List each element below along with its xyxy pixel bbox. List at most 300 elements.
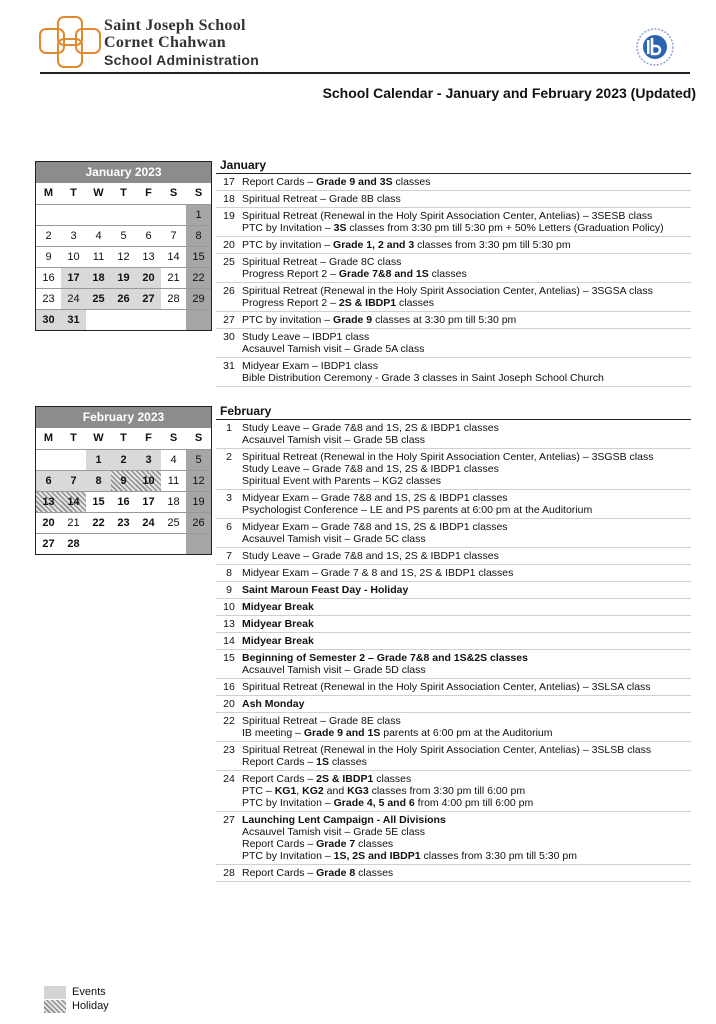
event-line [242,635,691,647]
calendar-day-cell: 11 [161,470,186,491]
event-text: Report Cards – [242,176,317,188]
event-row [216,254,691,283]
event-row [216,312,691,329]
event-text-bold: Grade 7 [316,838,356,850]
calendar-day-cell [161,533,186,554]
calendar-day-cell: 25 [161,512,186,533]
event-text: Progress Report 2 – [242,268,339,280]
event-day: 10 [223,601,235,613]
event-text-bold: Midyear Break [242,635,314,647]
calendar-day-cell [136,533,161,554]
event-text: Spiritual Retreat (Renewal in the Holy Spirit Association Center, Antelias) – 3SLSA class [242,681,651,693]
day-of-week-header: M [43,187,54,199]
event-row [216,633,691,650]
event-text: Progress Report 2 – [242,297,339,309]
event-text: IB meeting – [242,727,304,739]
event-day: 27 [223,314,235,326]
event-text: Spiritual Retreat – Grade 8E class [242,715,401,727]
event-day: 17 [223,176,235,188]
calendar-day-cell: 26 [111,288,136,309]
event-line [242,698,691,710]
event-text-bold: 2S & IBDP1 [316,773,374,785]
event-text: classes from 3:30 pm till 6:00 pm [368,785,526,797]
event-text: Study Leave – IBDP1 class [242,331,370,343]
event-description [242,193,691,205]
calendar-day-cell: 28 [161,288,186,309]
event-row [216,865,691,882]
calendar-day-cell: 9 [111,470,136,491]
calendar-day-cell: 16 [111,491,136,512]
legend-events [44,985,109,999]
school-administration: School Administration [104,52,260,68]
event-description [242,867,691,879]
event-line [242,785,691,797]
event-row [216,742,691,771]
event-line [242,756,691,768]
event-description [242,451,691,487]
event-line [242,652,691,664]
calendar-day-cell: 15 [186,246,211,267]
school-name-line2: Cornet Chahwan [104,34,226,51]
day-of-week-header: S [169,187,178,199]
event-row [216,650,691,679]
event-line [242,343,691,355]
calendar-day-cell [186,533,211,554]
event-text: Midyear Exam – Grade 7 & 8 and 1S, 2S & IBDP1 classes [242,567,514,579]
event-text: Report Cards – [242,756,317,768]
calendar-day-cell: 4 [86,225,111,246]
events-month-heading: January [216,159,691,174]
event-day: 30 [223,331,235,343]
event-text: Spiritual Retreat (Renewal in the Holy Spirit Association Center, Antelias) – 3SGSA class [242,285,653,297]
calendar-day-cell [111,204,136,225]
event-text: parents at 6:00 pm at the Auditorium [380,727,553,739]
event-text: classes [428,268,467,280]
event-text-bold: Beginning of Semester 2 – Grade 7&8 and 1S&2S classes [242,652,528,664]
event-line [242,550,691,562]
event-text: Report Cards – [242,838,317,850]
calendar-day-cell [61,449,86,470]
event-text: from 4:00 pm till 6:00 pm [414,797,534,809]
event-text: Spiritual Retreat (Renewal in the Holy Spirit Association Center, Antelias) – 3SLSB class [242,744,652,756]
event-line [242,664,691,676]
event-description [242,285,691,309]
day-of-week-header: W [93,187,104,199]
event-day: 26 [223,285,235,297]
calendar-day-cell: 22 [86,512,111,533]
event-day: 18 [223,193,235,205]
event-text: Acsauvel Tamish visit – Grade 5A class [242,343,425,355]
event-row [216,449,691,490]
event-text: Midyear Exam – IBDP1 class [242,360,378,372]
event-line [242,463,691,475]
event-line [242,521,691,533]
event-text: Psychologist Conference – LE and PS parents at 6:00 pm at the Auditorium [242,504,593,516]
calendar-day-cell: 14 [61,491,86,512]
event-row [216,283,691,312]
calendar-day-cell: 10 [61,246,86,267]
event-text-bold: Grade 9 [333,314,373,326]
day-of-week-header: M [43,432,54,444]
event-description [242,422,691,446]
calendar-day-cell: 5 [186,449,211,470]
calendar-day-cell: 19 [111,267,136,288]
event-row [216,358,691,387]
calendar-day-cell: 9 [36,246,61,267]
calendar-day-cell [61,204,86,225]
page-title: School Calendar - January and February 2023 (Updated) [322,85,696,101]
event-text: classes [355,838,394,850]
event-text: classes from 3:30 pm till 5:30 pm + 50% Letters (Graduation Policy) [346,222,664,234]
calendar-day-cell: 20 [36,512,61,533]
event-text: classes [396,297,435,309]
calendar-day-cell [36,204,61,225]
calendar-day-cell [186,309,211,330]
event-description [242,715,691,739]
event-text: PTC by Invitation – [242,850,334,862]
day-of-week-header: F [145,187,152,199]
event-description [242,567,691,579]
event-text: PTC by Invitation – [242,797,334,809]
event-text: , [296,785,303,797]
ib-world-school-icon [635,27,675,67]
school-name [104,17,246,51]
day-of-week-header: W [93,432,104,444]
event-line [242,850,691,862]
event-text-bold: 3S [333,222,347,234]
event-line [242,285,691,297]
event-text-bold: KG3 [347,785,369,797]
event-text: classes [392,176,431,188]
calendar-day-cell: 2 [111,449,136,470]
event-text-bold: KG1 [274,785,297,797]
calendar-day-cell: 11 [86,246,111,267]
event-line [242,838,691,850]
event-description [242,360,691,384]
calendar-day-cell [111,533,136,554]
event-text: Acsauvel Tamish visit – Grade 5E class [242,826,426,838]
calendar-day-cell: 24 [136,512,161,533]
event-row [216,696,691,713]
header-divider [40,72,690,74]
event-day: 22 [223,715,235,727]
calendar-day-cell [136,204,161,225]
calendar-day-cell: 14 [161,246,186,267]
calendar-day-cell: 3 [61,225,86,246]
event-text-bold: Ash Monday [242,698,305,710]
event-line [242,681,691,693]
event-line [242,826,691,838]
event-line [242,773,691,785]
event-line [242,618,691,630]
calendar-day-cell: 15 [86,491,111,512]
event-description [242,652,691,676]
event-text: Acsauvel Tamish visit – Grade 5B class [242,434,426,446]
event-description [242,601,691,613]
event-line [242,567,691,579]
event-text: Spiritual Retreat (Renewal in the Holy Spirit Association Center, Antelias) – 3SGSB class [242,451,654,463]
event-line [242,372,691,384]
event-text: classes from 3:30 pm till 5:30 pm [414,239,571,251]
event-description [242,492,691,516]
event-line [242,360,691,372]
event-day: 20 [223,239,235,251]
event-row [216,519,691,548]
event-line [242,601,691,613]
calendar-day-cell: 4 [161,449,186,470]
calendar-day-cell: 8 [86,470,111,491]
event-row [216,237,691,254]
event-line [242,176,691,188]
event-day: 28 [223,867,235,879]
school-name-line1: Saint Joseph School [104,17,246,34]
event-line [242,222,691,234]
calendar-day-cell: 26 [186,512,211,533]
calendar-day-cell [136,309,161,330]
calendar-day-cell: 7 [161,225,186,246]
event-row [216,812,691,865]
event-row [216,679,691,696]
calendar-day-cell: 23 [111,512,136,533]
event-text: classes from 3:30 pm till 5:30 pm [420,850,577,862]
event-text-bold: 1S, 2S and IBDP1 [333,850,421,862]
event-text: PTC by invitation – [242,314,334,326]
event-row [216,420,691,449]
event-line [242,193,691,205]
event-row [216,329,691,358]
event-text: Spiritual Retreat – Grade 8C class [242,256,402,268]
event-row [216,548,691,565]
event-line [242,533,691,545]
event-line [242,422,691,434]
event-row [216,771,691,812]
event-day: 8 [226,567,232,579]
event-text: PTC by invitation – [242,239,334,251]
calendar-day-cell: 24 [61,288,86,309]
event-day: 9 [226,584,232,596]
event-line [242,727,691,739]
event-text-bold: 2S & IBDP1 [338,297,397,309]
event-text: classes at 3:30 pm till 5:30 pm [372,314,517,326]
calendar-day-cell: 13 [36,491,61,512]
calendar-day-cell: 20 [136,267,161,288]
event-text-bold: Midyear Break [242,618,314,630]
event-row [216,490,691,519]
event-line [242,239,691,251]
january-events-list [216,159,691,387]
calendar-day-cell: 22 [186,267,211,288]
calendar-day-cell: 2 [36,225,61,246]
event-day: 1 [226,422,232,434]
event-line [242,744,691,756]
day-of-week-header: S [194,432,203,444]
february-events-list [216,405,691,882]
event-day: 6 [226,521,232,533]
event-day: 20 [223,698,235,710]
calendar-grid [36,428,211,554]
event-text-bold: Grade 9 and 1S [303,727,381,739]
calendar-day-cell: 10 [136,470,161,491]
calendar-day-cell [86,204,111,225]
event-description [242,698,691,710]
event-text-bold: Launching Lent Campaign - All Divisions [242,814,446,826]
event-description [242,814,691,862]
event-row [216,616,691,633]
event-line [242,584,691,596]
event-line [242,715,691,727]
calendar-day-cell [36,449,61,470]
event-line [242,434,691,446]
event-description [242,550,691,562]
calendar-day-cell: 6 [136,225,161,246]
event-text: Study Leave – Grade 7&8 and 1S, 2S & IBDP1 classes [242,463,499,475]
event-day: 27 [223,814,235,826]
legend-events-label: Events [72,986,106,998]
day-of-week-header: T [70,187,77,199]
legend-holiday [44,999,109,1013]
event-line [242,814,691,826]
calendar-day-cell: 21 [161,267,186,288]
calendar-day-cell: 17 [61,267,86,288]
event-text: classes [373,773,412,785]
day-of-week-header: T [70,432,77,444]
calendar-day-cell: 16 [36,267,61,288]
event-description [242,773,691,809]
event-text: Bible Distribution Ceremony - Grade 3 classes in Saint Joseph School Church [242,372,604,384]
calendar-grid [36,183,211,330]
event-description [242,176,691,188]
calendar-day-cell: 7 [61,470,86,491]
event-line [242,797,691,809]
event-text-bold: Saint Maroun Feast Day - Holiday [242,584,409,596]
calendar-day-cell: 12 [186,470,211,491]
event-text: Study Leave – Grade 7&8 and 1S, 2S & IBDP1 classes [242,422,499,434]
february-calendar [35,406,212,555]
calendar-day-cell: 28 [61,533,86,554]
event-day: 19 [223,210,235,222]
event-day: 25 [223,256,235,268]
calendar-day-cell: 19 [186,491,211,512]
event-text: and [323,785,348,797]
event-text: PTC – [242,785,275,797]
calendar-day-cell [111,309,136,330]
event-text: classes [328,756,367,768]
event-description [242,584,691,596]
event-text-bold: Grade 4, 5 and 6 [333,797,415,809]
event-description [242,744,691,768]
calendar-day-cell: 13 [136,246,161,267]
event-line [242,504,691,516]
event-line [242,297,691,309]
calendar-day-cell: 5 [111,225,136,246]
event-text-bold: Grade 1, 2 and 3 [333,239,415,251]
event-text: Acsauvel Tamish visit – Grade 5D class [242,664,426,676]
day-of-week-header: T [120,187,127,199]
event-row [216,599,691,616]
event-day: 16 [223,681,235,693]
day-of-week-header: F [145,432,152,444]
event-line [242,492,691,504]
event-text-bold: Grade 9 and 3S [316,176,393,188]
event-text: Midyear Exam – Grade 7&8 and 1S, 2S & IBDP1 classes [242,521,508,533]
event-row [216,208,691,237]
event-text-bold: 1S [316,756,329,768]
event-text-bold: Grade 7&8 and 1S [338,268,429,280]
event-line [242,867,691,879]
event-description [242,314,691,326]
event-text: Spiritual Retreat – Grade 8B class [242,193,401,205]
calendar-day-cell: 3 [136,449,161,470]
event-description [242,635,691,647]
event-line [242,314,691,326]
calendar-day-cell: 23 [36,288,61,309]
event-line [242,210,691,222]
event-day: 7 [226,550,232,562]
day-of-week-header: S [194,187,203,199]
event-row [216,713,691,742]
school-logo [38,15,102,69]
calendar-day-cell: 1 [186,204,211,225]
event-line [242,331,691,343]
event-text: Report Cards – [242,773,317,785]
event-description [242,239,691,251]
calendar-day-cell: 17 [136,491,161,512]
event-description [242,618,691,630]
event-text: Spiritual Retreat (Renewal in the Holy Spirit Association Center, Antelias) – 3SESB class [242,210,653,222]
event-text-bold: KG2 [302,785,324,797]
event-day: 2 [226,451,232,463]
calendar-day-cell: 8 [186,225,211,246]
event-text: Study Leave – Grade 7&8 and 1S, 2S & IBDP1 classes [242,550,499,562]
calendar-day-cell: 29 [186,288,211,309]
event-text: Spiritual Event with Parents – KG2 classes [242,475,442,487]
calendar-day-cell [86,533,111,554]
calendar-day-cell: 18 [86,267,111,288]
day-of-week-header: S [169,432,178,444]
event-row [216,565,691,582]
event-day: 14 [223,635,235,647]
event-line [242,451,691,463]
event-description [242,521,691,545]
event-day: 3 [226,492,232,504]
event-text: classes [355,867,394,879]
legend-holiday-label: Holiday [72,1000,109,1012]
calendar-day-cell: 30 [36,309,61,330]
calendar-day-cell: 27 [136,288,161,309]
event-row [216,174,691,191]
event-row [216,582,691,599]
holiday-swatch [44,1000,66,1013]
events-swatch [44,986,66,999]
event-text: Acsauvel Tamish visit – Grade 5C class [242,533,426,545]
calendar-day-cell: 31 [61,309,86,330]
event-day: 24 [223,773,235,785]
event-day: 23 [223,744,235,756]
event-line [242,475,691,487]
event-description [242,210,691,234]
calendar-day-cell: 21 [61,512,86,533]
calendar-day-cell [161,309,186,330]
january-calendar [35,161,212,331]
calendar-day-cell [86,309,111,330]
calendar-day-cell [161,204,186,225]
event-line [242,256,691,268]
calendar-day-cell: 12 [111,246,136,267]
event-text: Report Cards – [242,867,317,879]
event-text-bold: Midyear Break [242,601,314,613]
calendar-month-title: February 2023 [36,407,211,428]
calendar-day-cell: 18 [161,491,186,512]
